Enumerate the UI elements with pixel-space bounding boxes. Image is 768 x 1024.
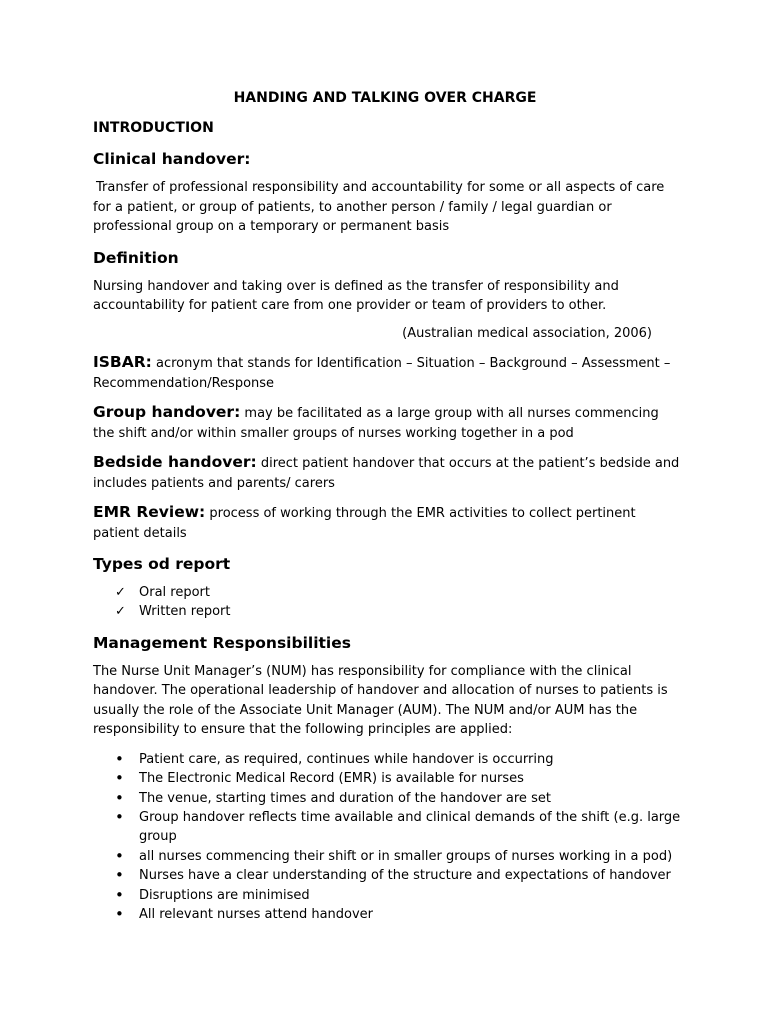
management-text: The Nurse Unit Manager’s (NUM) has responsibility for compliance with the clinical handover. The operational leadership of handover and allocation of nurses to patients is usually the role of the Associate Unit Manager (AUM). The NUM and/or AUM has the responsibility to ensure that the following principles are applied: [93,663,668,738]
list-item-text: Disruptions are minimised [139,887,310,903]
bullet-icon: • [115,769,124,788]
list-item [93,789,683,808]
term-description: may be facilitated as a large group with all nurses commencing the shift and/or within smaller groups of nurses working together in a pod [93,406,659,441]
management-principles-list [93,750,683,925]
term-label: EMR Review: [93,503,206,521]
term-description: process of working through the EMR activities to collect pertinent patient details [93,506,636,541]
bullet-icon: • [115,866,124,885]
list-item-text: Oral report [139,585,210,600]
introduction-heading: INTRODUCTION [93,120,214,136]
term-bedside-handover [93,453,683,493]
list-item-text: All relevant nurses attend handover [139,907,374,923]
list-item [93,583,683,602]
management-heading: Management Responsibilities [93,633,351,652]
definition-text: Nursing handover and taking over is defined as the transfer of responsibility and accountability for patient care from one provider or team of providers to other. [93,278,619,313]
checkmark-icon: ✓ [115,585,126,600]
definition-heading: Definition [93,248,179,267]
bullet-icon: • [115,846,124,865]
term-emr-review [93,503,683,543]
types-of-report-list [93,583,683,622]
list-item-text: Nurses have a clear understanding of the structure and expectations of handover [139,868,671,884]
term-group-handover [93,403,683,443]
term-label: Group handover: [93,403,241,421]
document-title: HANDING AND TALKING OVER CHARGE [233,90,537,106]
list-item [93,808,683,847]
list-item [93,847,683,866]
list-item-text: The Electronic Medical Record (EMR) is available for nurses [139,771,524,787]
list-item [93,886,683,905]
list-item-text: all nurses commencing their shift or in smaller groups of nurses working in a pod) [139,848,673,864]
checkmark-icon: ✓ [115,604,126,620]
clinical-handover-heading: Clinical handover: [93,150,251,168]
bullet-icon: • [115,788,124,807]
term-label: Bedside handover: [93,453,257,471]
bullet-icon: • [115,749,124,768]
term-isbar [93,353,683,393]
list-item [93,905,683,924]
document-body [93,88,683,934]
types-of-report-heading: Types od report [93,555,231,573]
list-item-text: Group handover reflects time available and clinical demands of the shift (e.g. large group [139,810,681,845]
definition-citation: (Australian medical association, 2006) [402,325,652,341]
term-label: ISBAR: [93,353,152,371]
list-item [93,750,683,769]
bullet-icon: • [115,905,124,924]
list-item [93,769,683,788]
list-item-text: Patient care, as required, continues while handover is occurring [139,751,554,767]
term-description: acronym that stands for Identification – Situation – Background – Assessment – Recommendation/Response [93,356,671,391]
list-item [93,866,683,885]
clinical-handover-text: Transfer of professional responsibility and accountability for some or all aspects of care for a patient, or group of patients, to another person / family / legal guardian or professional group on a temporary or permanent basis [93,180,665,234]
bullet-icon: • [115,808,124,827]
list-item [93,602,683,621]
list-item-text: Written report [139,604,231,620]
term-description: direct patient handover that occurs at the patient’s bedside and includes patients and parents/ carers [93,456,680,491]
bullet-icon: • [115,885,124,904]
list-item-text: The venue, starting times and duration of the handover are set [139,790,551,806]
